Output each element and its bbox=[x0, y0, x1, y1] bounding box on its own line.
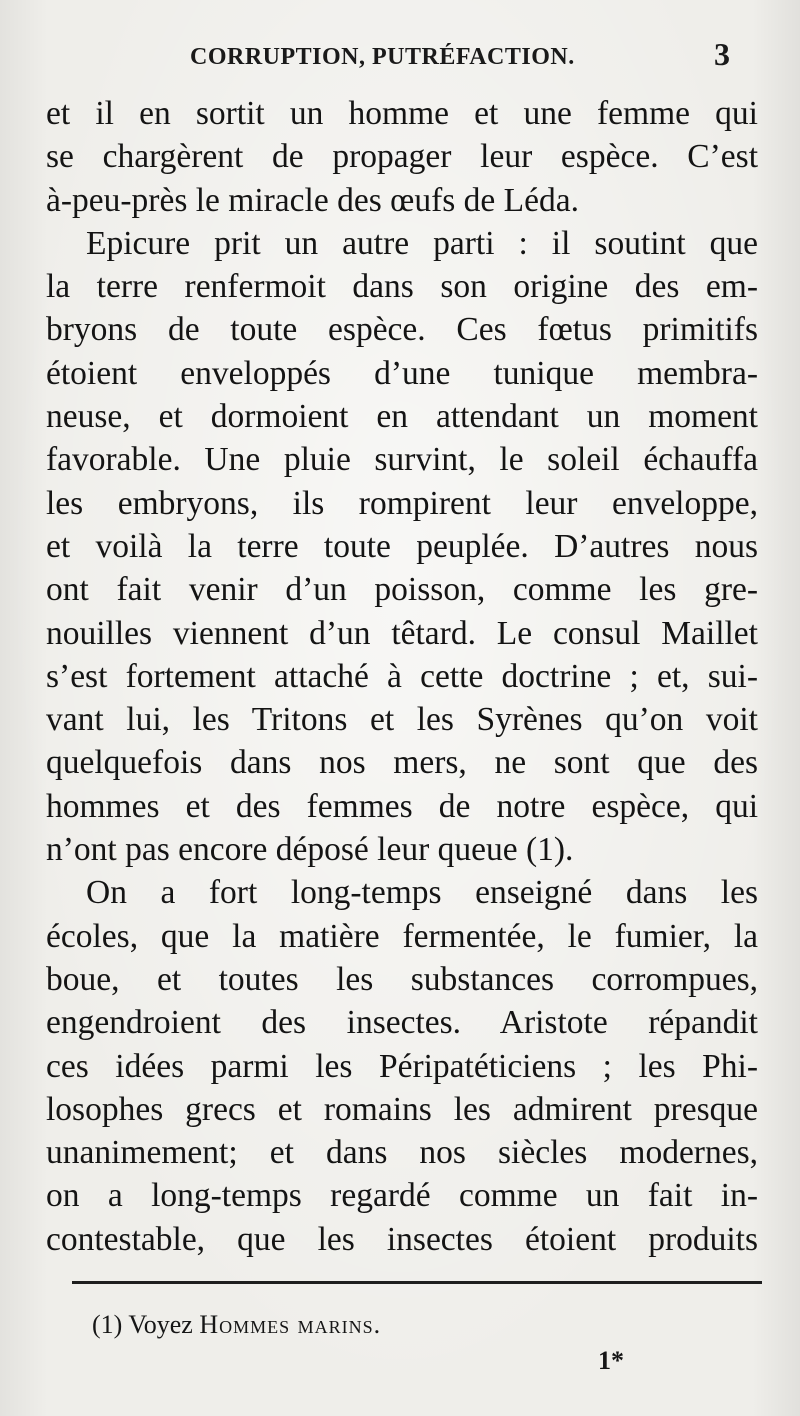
text-line: la terre renfermoit dans son origine des em- bbox=[46, 268, 758, 306]
text-line: vant lui, les Tritons et les Syrènes qu’on voit bbox=[46, 701, 758, 739]
text-line: les embryons, ils rompirent leur enveloppe, bbox=[46, 484, 758, 522]
footnote-reference: Hommes marins. bbox=[199, 1310, 382, 1339]
text-line: hommes et des femmes de notre espèce, qui bbox=[46, 787, 758, 825]
text-line: losophes grecs et romains les admirent presque bbox=[46, 1090, 758, 1128]
text-line: étoient enveloppés d’une tunique membra- bbox=[46, 354, 758, 392]
text-line: se chargèrent de propager leur espèce. C’est bbox=[46, 138, 758, 176]
text-line: ont fait venir d’un poisson, comme les gre- bbox=[46, 571, 758, 609]
text-line: engendroient des insectes. Aristote répandit bbox=[46, 1004, 758, 1042]
text-line: écoles, que la matière fermentée, le fumier, la bbox=[46, 917, 758, 955]
text-line: s’est fortement attaché à cette doctrine ; et, sui- bbox=[46, 657, 758, 695]
text-line: neuse, et dormoient en attendant un moment bbox=[46, 398, 758, 436]
text-line: bryons de toute espèce. Ces fœtus primitifs bbox=[46, 311, 758, 349]
text-line: contestable, que les insectes étoient produits bbox=[46, 1220, 758, 1258]
text-line: unanimement; et dans nos siècles modernes, bbox=[46, 1134, 758, 1172]
text-line: à-peu-près le miracle des œufs de Léda. bbox=[46, 181, 579, 219]
text-line: on a long-temps regardé comme un fait in- bbox=[46, 1177, 758, 1215]
running-head: CORRUPTION, PUTRÉFACTION. bbox=[190, 44, 575, 70]
text-line: quelquefois dans nos mers, ne sont que des bbox=[46, 744, 758, 782]
footnote-separator-rule bbox=[72, 1281, 762, 1284]
footnote bbox=[92, 1310, 381, 1340]
text-line: et voilà la terre toute peuplée. D’autres nous bbox=[46, 527, 758, 565]
text-line: boue, et toutes les substances corrompues, bbox=[46, 960, 758, 998]
paragraph-start-line: Epicure prit un autre parti : il soutint que bbox=[86, 224, 758, 262]
paragraph-start-line: On a fort long-temps enseigné dans les bbox=[86, 874, 758, 912]
signature-mark: 1* bbox=[598, 1346, 624, 1375]
text-line: n’ont pas encore déposé leur queue (1). bbox=[46, 831, 574, 869]
body-text bbox=[46, 92, 758, 1261]
page-number: 3 bbox=[714, 36, 730, 72]
text-line: ces idées parmi les Péripatéticiens ; les Phi- bbox=[46, 1047, 758, 1085]
text-line: favorable. Une pluie survint, le soleil échauffa bbox=[46, 441, 758, 479]
text-line: nouilles viennent d’un têtard. Le consul Maillet bbox=[46, 614, 758, 652]
footnote-marker: (1) Voyez bbox=[92, 1310, 193, 1339]
text-line: et il en sortit un homme et une femme qui bbox=[46, 95, 758, 132]
